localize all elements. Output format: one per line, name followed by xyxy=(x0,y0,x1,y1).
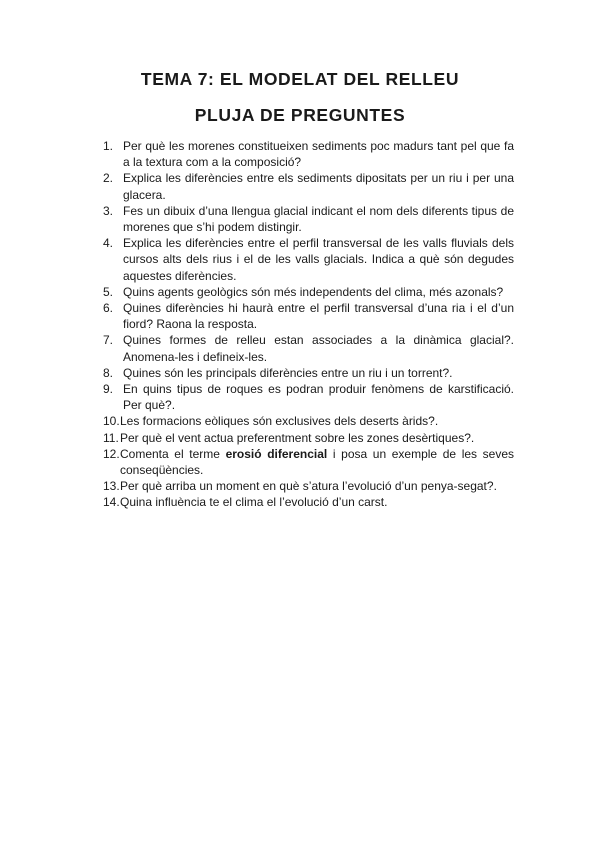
list-item xyxy=(103,430,514,446)
bold-term: erosió diferencial xyxy=(225,446,328,461)
question-text: Per què el vent actua preferentment sobre les zones desèrtiques?. xyxy=(120,430,475,445)
list-item xyxy=(103,332,514,364)
question-text: En quins tipus de roques es podran produir fenòmens de karstificació. Per què?. xyxy=(123,382,514,413)
questions-list xyxy=(103,138,514,511)
list-item xyxy=(103,413,514,429)
question-number: 11. xyxy=(103,430,119,445)
question-text: Quines diferències hi haurà entre el perfil transversal d’una ria i el d’un fiord? Raona la resposta. xyxy=(123,301,514,332)
question-number: 5. xyxy=(103,284,114,299)
question-number: 3. xyxy=(103,203,114,218)
question-text: Quines són les principals diferències entre un riu i un torrent?. xyxy=(123,365,453,380)
question-number: 6. xyxy=(103,301,114,316)
page-subtitle: PLUJA DE PREGUNTES xyxy=(194,105,406,125)
question-text: Explica les diferències entre el perfil transversal de les valls fluvials dels cursos alts dels rius i el de les valls glacials. Indica a què són degudes aquestes diferències. xyxy=(123,236,514,283)
question-text: Les formacions eòliques són exclusives dels deserts àrids?. xyxy=(120,414,439,429)
list-item xyxy=(103,203,514,235)
question-number: 9. xyxy=(103,382,114,397)
list-item xyxy=(103,381,514,413)
question-text: Fes un dibuix d’una llengua glacial indicant el nom dels diferents tipus de morenes que s’hi podem distingir. xyxy=(123,203,514,235)
list-item xyxy=(103,170,514,202)
question-number: 2. xyxy=(103,171,114,186)
question-number: 10. xyxy=(103,414,120,429)
question-text: Quins agents geològics són més independents del clima, més azonals? xyxy=(123,284,504,299)
list-item xyxy=(103,494,514,510)
question-text-before: Comenta el terme xyxy=(120,446,226,461)
list-item xyxy=(103,446,514,478)
list-item xyxy=(103,235,514,284)
question-number: 7. xyxy=(103,333,114,348)
list-item xyxy=(103,138,514,170)
question-number: 8. xyxy=(103,365,114,380)
question-text xyxy=(120,446,514,478)
question-text: Explica les diferències entre els sediments dipositats per un riu i per una glacera. xyxy=(123,171,514,202)
question-text: Quines formes de relleu estan associades a la dinàmica glacial?. Anomena-les i defineix-les. xyxy=(123,333,514,364)
question-number: 13. xyxy=(103,479,120,494)
question-text: Per què les morenes constitueixen sediments poc madurs tant pel que fa a la textura com a la composició? xyxy=(123,139,514,170)
question-number: 1. xyxy=(103,139,114,153)
question-text-after: i posa un exemple de les seves conseqüències. xyxy=(120,446,514,478)
question-number: 4. xyxy=(103,236,114,251)
list-item xyxy=(103,478,514,494)
question-text: Quina influència te el clima el l’evolució d’un carst. xyxy=(120,495,388,510)
question-number: 12. xyxy=(103,446,120,461)
page-title: TEMA 7: EL MODELAT DEL RELLEU xyxy=(140,69,460,89)
question-number: 14. xyxy=(103,495,120,510)
list-item xyxy=(103,300,514,332)
list-item xyxy=(103,365,514,381)
question-text: Per què arriba un moment en què s’atura l’evolució d’un penya-segat?. xyxy=(120,479,497,494)
list-item xyxy=(103,284,514,300)
